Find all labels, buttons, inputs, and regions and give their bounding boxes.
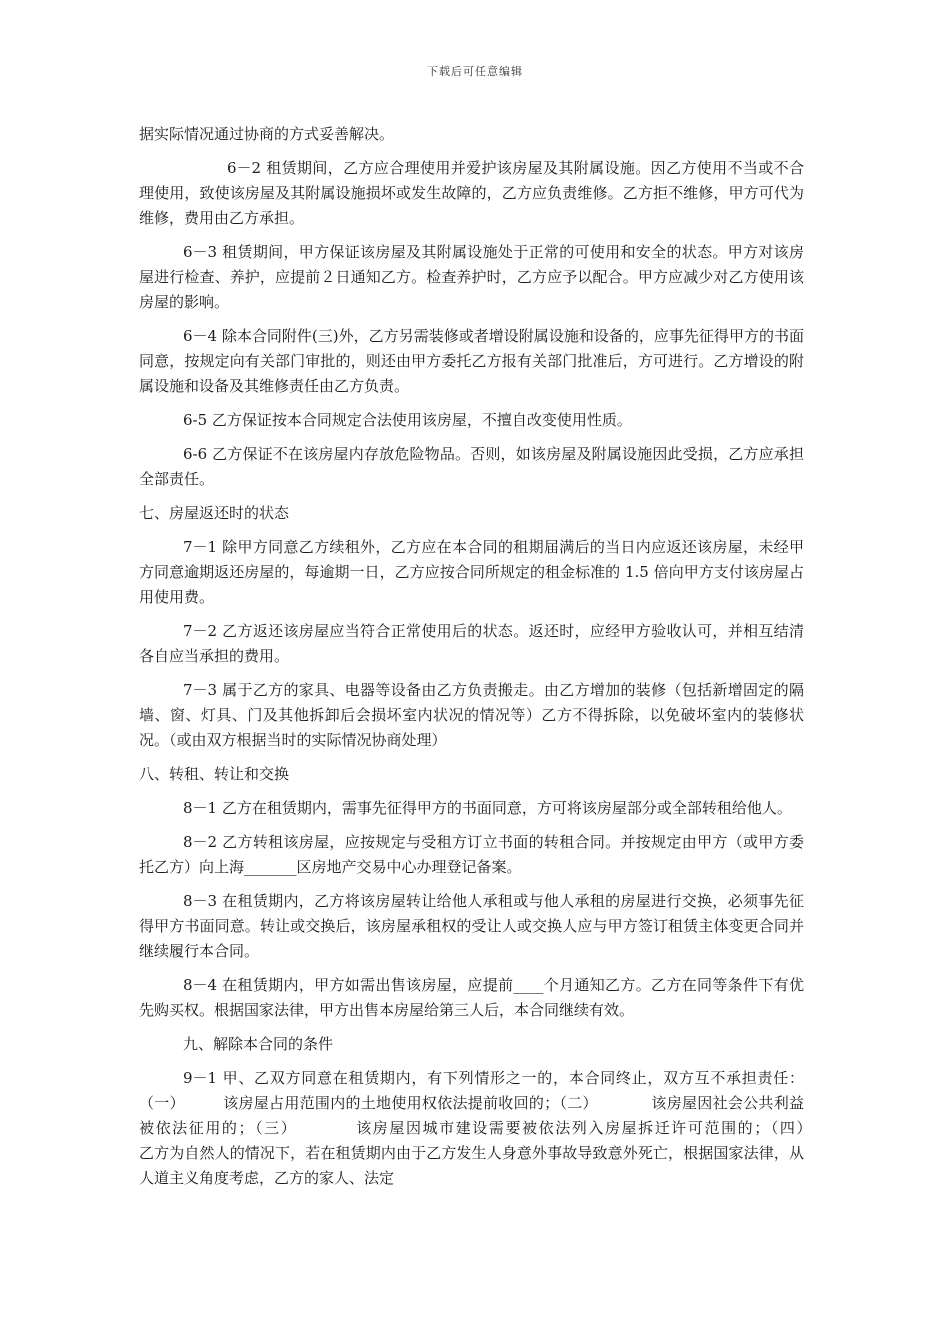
clause-8-4: 8－4 在租赁期内，甲方如需出售该房屋，应提前____个月通知乙方。乙方在同等条件下有优先购买权。根据国家法律，甲方出售本房屋给第三人后，本合同继续有效。 <box>139 976 804 1019</box>
clause-7-3: 7－3 属于乙方的家具、电器等设备由乙方负责搬走。由乙方增加的装修（包括新增固定的隔墙、窗、灯具、门及其他拆卸后会损坏室内状况的情况等）乙方不得拆除，以免破坏室内的装修状况。（或由双方根据当时的实际情况协商处理） <box>139 681 804 749</box>
clause-6-5: 6-5 乙方保证按本合同规定合法使用该房屋，不擅自改变使用性质。 <box>183 411 632 429</box>
document-body <box>139 122 865 1200</box>
clause-9-1: 9－1 甲、乙双方同意在租赁期内，有下列情形之一的，本合同终止，双方互不承担责任：（一） 该房屋占用范围内的土地使用权依法提前收回的；（二） 该房屋因社会公共利益被依法征用的；（三） 该房屋因城市建设需要被依法列入房屋拆迁许可范围的；（四） 乙方为自然人的情况下，若在租赁期内由于乙方发生人身意外事故导致意外死亡，根据国家法律，从人道主义角度考虑，乙方的家人、法定 <box>139 1069 865 1187</box>
clause-6-2: 6－2 租赁期间，乙方应合理使用并爱护该房屋及其附属设施。因乙方使用不当或不合理使用，致使该房屋及其附属设施损坏或发生故障的，乙方应负责维修。乙方拒不维修，甲方可代为维修，费用由乙方承担。 <box>139 159 804 227</box>
clause-6-4: 6－4 除本合同附件(三)外，乙方另需装修或者增设附属设施和设备的，应事先征得甲方的书面同意，按规定向有关部门审批的，则还由甲方委托乙方报有关部门批准后，方可进行。乙方增设的附属设施和设备及其维修责任由乙方负责。 <box>139 327 804 395</box>
section-heading-9: 九、解除本合同的条件 <box>183 1035 334 1053</box>
section-heading-8: 八、转租、转让和交换 <box>139 765 290 783</box>
page-header: 下载后可任意编辑 <box>427 65 523 78</box>
clause-8-3: 8－3 在租赁期内，乙方将该房屋转让给他人承租或与他人承租的房屋进行交换，必须事先征得甲方书面同意。转让或交换后，该房屋承租权的受让人或交换人应与甲方签订租赁主体变更合同并继续履行本合同。 <box>139 892 804 960</box>
clause-8-1: 8－1 乙方在租赁期内，需事先征得甲方的书面同意，方可将该房屋部分或全部转租给他人。 <box>183 799 792 817</box>
clause-7-2: 7－2 乙方返还该房屋应当符合正常使用后的状态。返还时，应经甲方验收认可，并相互结清各自应当承担的费用。 <box>139 622 804 665</box>
clause-8-2: 8－2 乙方转租该房屋，应按规定与受租方订立书面的转租合同。并按规定由甲方（或甲方委托乙方）向上海_______区房地产交易中心办理登记备案。 <box>139 833 804 876</box>
paragraph-continuation: 据实际情况通过协商的方式妥善解决。 <box>139 125 395 143</box>
clause-7-1: 7－1 除甲方同意乙方续租外，乙方应在本合同的租期届满后的当日内应返还该房屋，未经甲方同意逾期返还房屋的，每逾期一日，乙方应按合同所规定的租金标准的 1.5 倍向甲方支付该房屋占用使用费。 <box>139 538 804 606</box>
section-heading-7: 七、房屋返还时的状态 <box>139 504 290 522</box>
clause-6-3: 6－3 租赁期间，甲方保证该房屋及其附属设施处于正常的可使用和安全的状态。甲方对该房屋进行检查、养护，应提前２日通知乙方。检查养护时，乙方应予以配合。甲方应减少对乙方使用该房屋的影响。 <box>139 243 804 311</box>
clause-6-6: 6-6 乙方保证不在该房屋内存放危险物品。否则，如该房屋及附属设施因此受损，乙方应承担全部责任。 <box>139 445 804 488</box>
